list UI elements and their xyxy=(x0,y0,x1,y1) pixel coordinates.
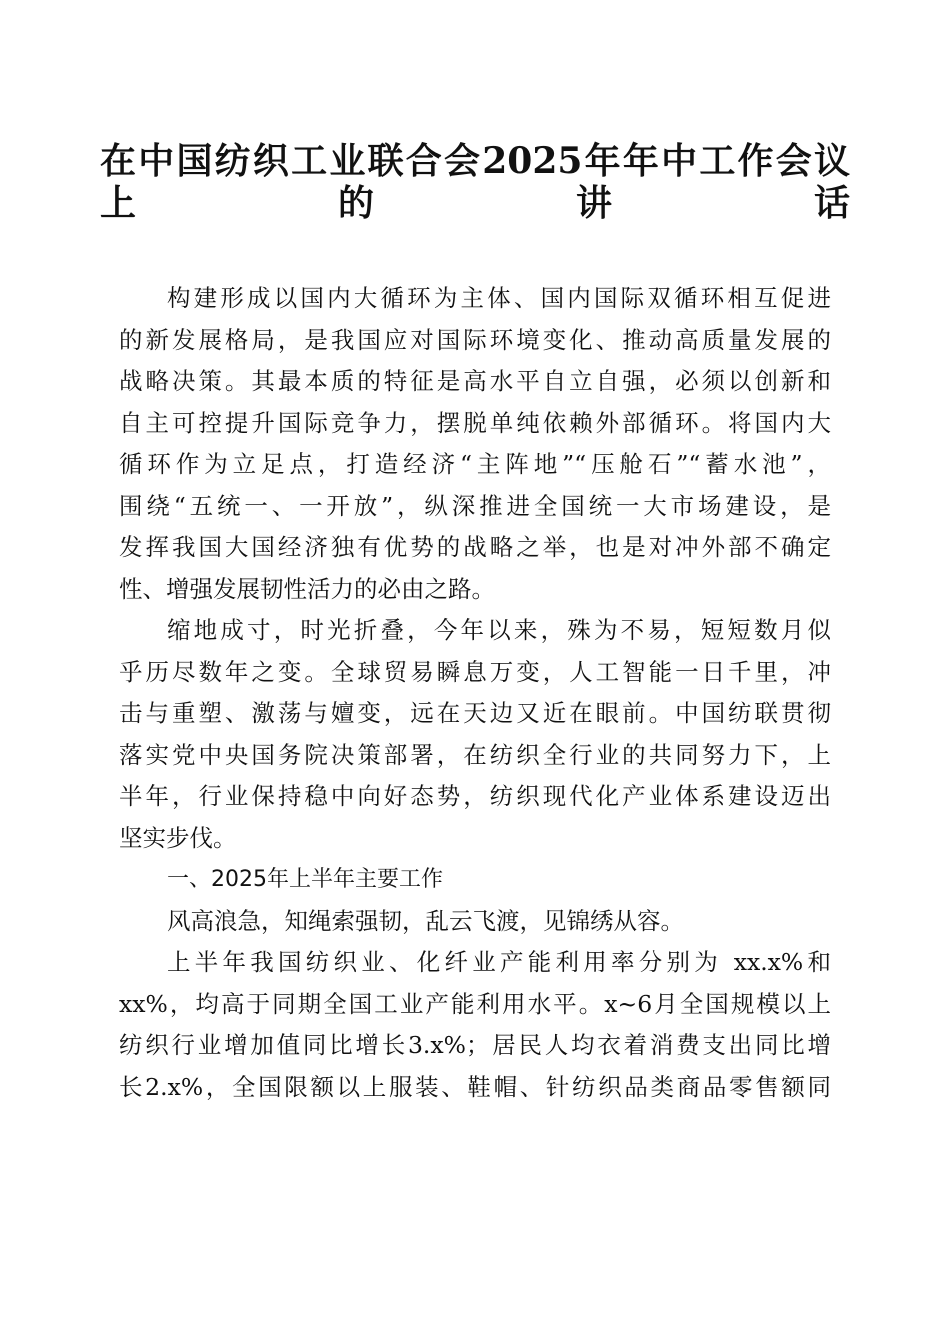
paragraph-4 xyxy=(119,942,831,1108)
text-line: 风高浪急，知绳索强韧，乱云飞渡，见锦绣从容。 xyxy=(167,906,684,935)
text-line: 发挥我国大国经济独有优势的战略之举，也是对冲外部不确定 xyxy=(119,533,831,561)
text-line: 长2.x%，全国限额以上服装、鞋帽、针纺织品类商品零售额同 xyxy=(119,1072,831,1101)
text-line: 循环作为立足点，打造经济“主阵地”“压舱石”“蓄水池”， xyxy=(119,450,831,478)
paragraph-2 xyxy=(119,610,831,859)
text-line: 落实党中央国务院决策部署，在纺织全行业的共同努力下，上 xyxy=(119,740,831,769)
text-line: 击与重塑、激荡与嬗变，远在天边又近在眼前。中国纺联贯彻 xyxy=(119,699,831,727)
title-line: 在中国纺织工业联合会2025年年中工作会议 xyxy=(100,140,850,182)
text-line: 乎历尽数年之变。全球贸易瞬息万变，人工智能一日千里，冲 xyxy=(119,657,831,686)
text-line: 战略决策。其最本质的特征是高水平自立自强，必须以创新和 xyxy=(119,367,831,395)
text-line: 构建形成以国内大循环为主体、国内国际双循环相互促进 xyxy=(167,284,831,312)
document-title xyxy=(100,138,850,224)
paragraph-3 xyxy=(119,901,831,943)
text-line: 上半年我国纺织业、化纤业产能利用率分别为 xx.x%和 xyxy=(167,948,831,976)
text-line: 坚实步伐。 xyxy=(119,823,237,852)
text-line: 自主可控提升国际竞争力，摆脱单纯依赖外部循环。将国内大 xyxy=(119,408,831,437)
text-line: 纺织行业增加值同比增长3.x%；居民人均衣着消费支出同比增 xyxy=(119,1031,831,1059)
document-body xyxy=(119,278,831,1108)
title-line: 上的讲话 xyxy=(100,181,850,224)
text-line: 缩地成寸，时光折叠，今年以来，殊为不易，短短数月似 xyxy=(167,616,831,644)
paragraph-1 xyxy=(119,278,831,610)
text-line: 围绕“五统一、一开放”，纵深推进全国统一大市场建设，是 xyxy=(119,491,831,520)
text-line: xx%，均高于同期全国工业产能利用水平。x~6月全国规模以上 xyxy=(119,989,831,1018)
text-line: 的新发展格局，是我国应对国际环境变化、推动高质量发展的 xyxy=(119,325,831,354)
section-heading: 一、2025年上半年主要工作 xyxy=(167,867,443,892)
text-line: 性、增强发展韧性活力的必由之路。 xyxy=(119,574,495,603)
text-line: 半年，行业保持稳中向好态势，纺织现代化产业体系建设迈出 xyxy=(119,782,831,810)
